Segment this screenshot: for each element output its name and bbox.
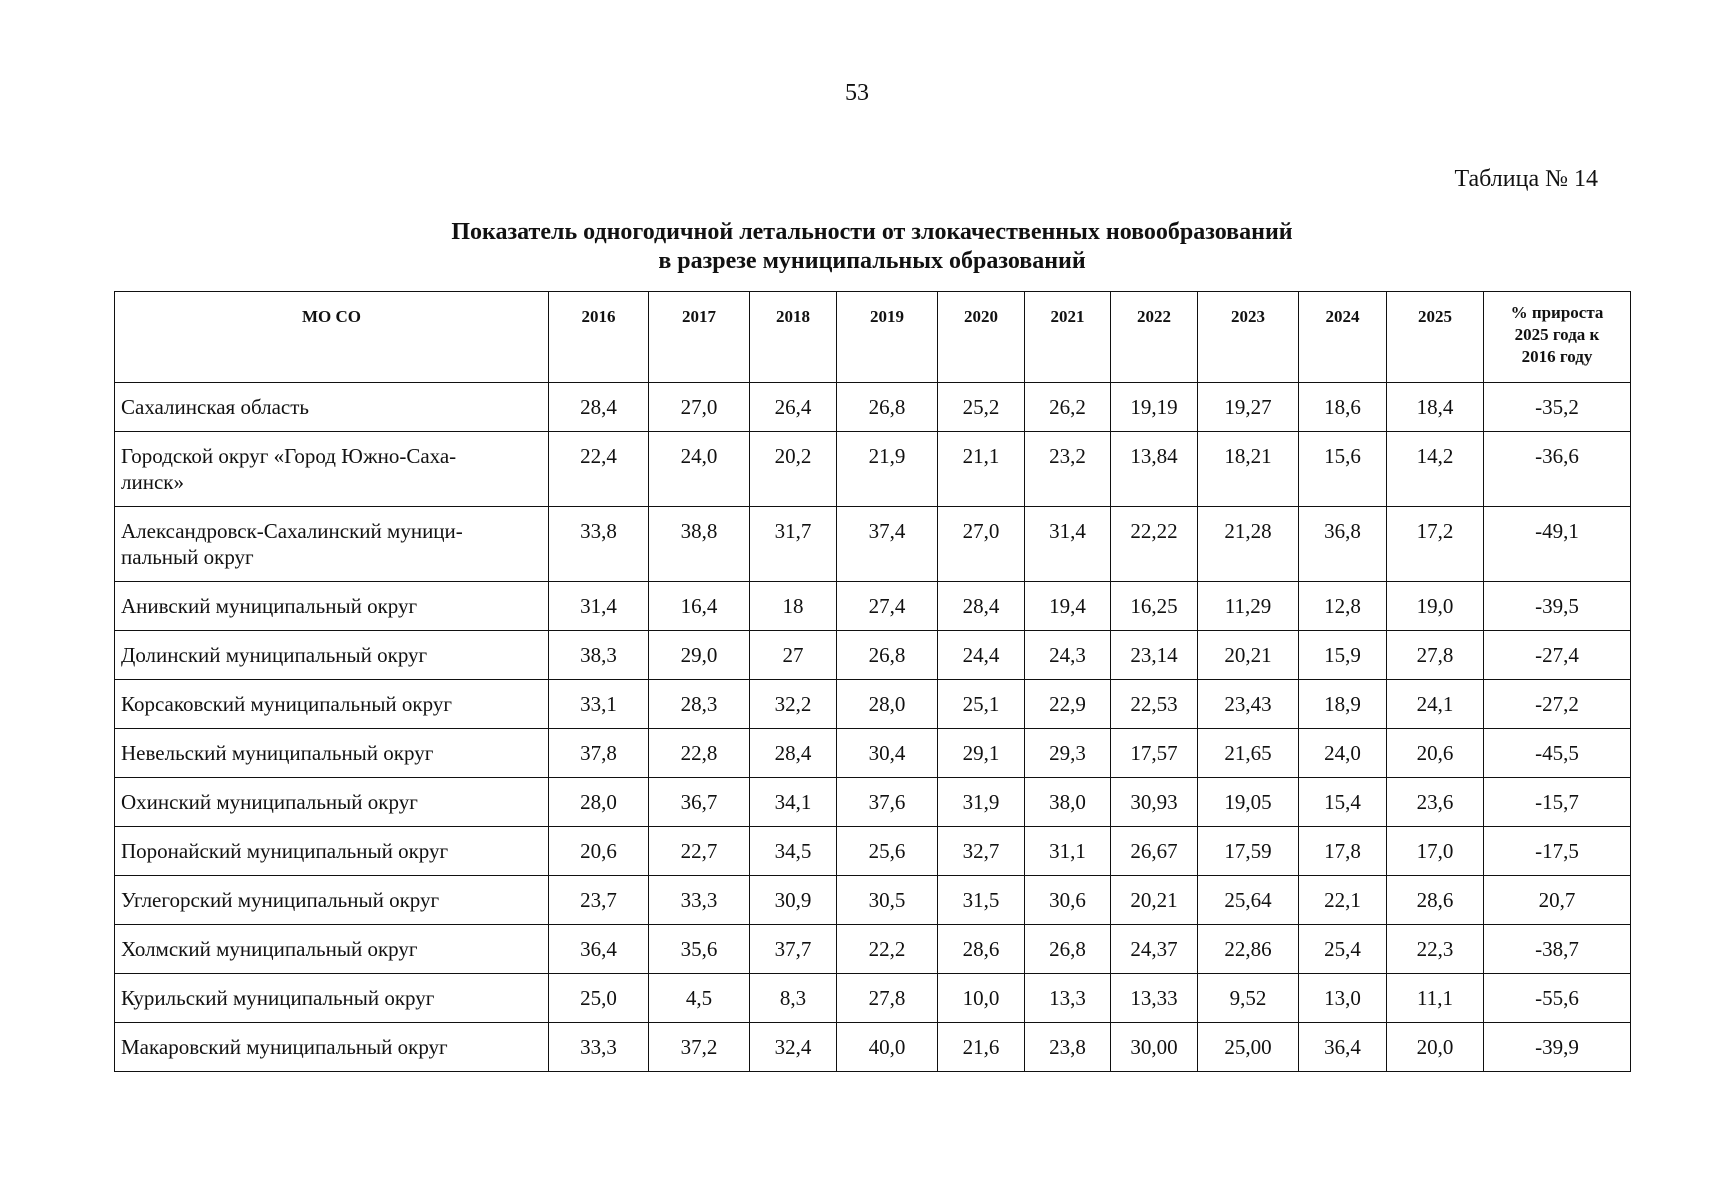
municipality-name xyxy=(115,778,549,827)
pct-growth-cell: -17,5 xyxy=(1484,827,1631,876)
value-cell: 15,6 xyxy=(1299,432,1387,507)
value-cell: 25,00 xyxy=(1198,1023,1299,1072)
value-cell: 25,4 xyxy=(1299,925,1387,974)
value-cell: 30,00 xyxy=(1111,1023,1198,1072)
header-2024: 2024 xyxy=(1299,292,1387,383)
table-row xyxy=(115,1023,1631,1072)
value-cell: 12,8 xyxy=(1299,582,1387,631)
municipality-name-line: пальный округ xyxy=(121,545,254,569)
municipality-name xyxy=(115,631,549,680)
value-cell: 23,7 xyxy=(549,876,649,925)
header-2019: 2019 xyxy=(837,292,938,383)
value-cell: 27,8 xyxy=(837,974,938,1023)
value-cell: 19,27 xyxy=(1198,383,1299,432)
table-row xyxy=(115,876,1631,925)
document-title-line-1: Показатель одногодичной летальности от злокачественных новообразований xyxy=(451,219,1293,245)
value-cell: 37,4 xyxy=(837,507,938,582)
table-row xyxy=(115,729,1631,778)
value-cell: 19,05 xyxy=(1198,778,1299,827)
municipality-name-line: линск» xyxy=(121,470,184,494)
value-cell: 25,64 xyxy=(1198,876,1299,925)
value-cell: 23,8 xyxy=(1025,1023,1111,1072)
header-mo-so: МО СО xyxy=(115,292,549,383)
value-cell: 17,59 xyxy=(1198,827,1299,876)
value-cell: 23,6 xyxy=(1387,778,1484,827)
value-cell: 30,5 xyxy=(837,876,938,925)
value-cell: 29,1 xyxy=(938,729,1025,778)
value-cell: 28,4 xyxy=(938,582,1025,631)
value-cell: 17,2 xyxy=(1387,507,1484,582)
value-cell: 38,0 xyxy=(1025,778,1111,827)
pct-growth-cell: -55,6 xyxy=(1484,974,1631,1023)
value-cell: 31,5 xyxy=(938,876,1025,925)
value-cell: 18,6 xyxy=(1299,383,1387,432)
municipality-name xyxy=(115,974,549,1023)
pct-growth-cell: -35,2 xyxy=(1484,383,1631,432)
value-cell: 30,9 xyxy=(750,876,837,925)
value-cell: 13,33 xyxy=(1111,974,1198,1023)
pct-growth-cell: -39,9 xyxy=(1484,1023,1631,1072)
value-cell: 20,2 xyxy=(750,432,837,507)
value-cell: 20,0 xyxy=(1387,1023,1484,1072)
municipality-name-line: Анивский муниципальный округ xyxy=(121,594,418,618)
municipality-name-line: Холмский муниципальный округ xyxy=(121,937,418,961)
table-row xyxy=(115,582,1631,631)
value-cell: 31,9 xyxy=(938,778,1025,827)
header-2021: 2021 xyxy=(1025,292,1111,383)
value-cell: 18,4 xyxy=(1387,383,1484,432)
value-cell: 22,86 xyxy=(1198,925,1299,974)
value-cell: 23,2 xyxy=(1025,432,1111,507)
value-cell: 17,0 xyxy=(1387,827,1484,876)
value-cell: 28,4 xyxy=(549,383,649,432)
value-cell: 32,2 xyxy=(750,680,837,729)
header-row xyxy=(115,292,1631,383)
value-cell: 22,4 xyxy=(549,432,649,507)
value-cell: 27,8 xyxy=(1387,631,1484,680)
municipality-name-line: Городской округ «Город Южно-Саха- xyxy=(121,444,457,468)
municipality-name-line: Охинский муниципальный округ xyxy=(121,790,418,814)
header-2018: 2018 xyxy=(750,292,837,383)
value-cell: 26,4 xyxy=(750,383,837,432)
municipality-name xyxy=(115,729,549,778)
value-cell: 10,0 xyxy=(938,974,1025,1023)
value-cell: 24,0 xyxy=(1299,729,1387,778)
value-cell: 27,4 xyxy=(837,582,938,631)
value-cell: 26,8 xyxy=(1025,925,1111,974)
value-cell: 37,8 xyxy=(549,729,649,778)
pct-growth-cell: -38,7 xyxy=(1484,925,1631,974)
value-cell: 24,4 xyxy=(938,631,1025,680)
value-cell: 22,8 xyxy=(649,729,750,778)
value-cell: 20,21 xyxy=(1198,631,1299,680)
value-cell: 31,4 xyxy=(1025,507,1111,582)
value-cell: 24,37 xyxy=(1111,925,1198,974)
document-title xyxy=(114,218,1630,276)
value-cell: 13,3 xyxy=(1025,974,1111,1023)
value-cell: 23,14 xyxy=(1111,631,1198,680)
value-cell: 31,4 xyxy=(549,582,649,631)
header-2020: 2020 xyxy=(938,292,1025,383)
value-cell: 30,93 xyxy=(1111,778,1198,827)
value-cell: 25,1 xyxy=(938,680,1025,729)
municipality-name xyxy=(115,432,549,507)
header-pct-line-3: 2016 году xyxy=(1521,347,1593,366)
municipality-name-line: Долинский муниципальный округ xyxy=(121,643,428,667)
value-cell: 14,2 xyxy=(1387,432,1484,507)
value-cell: 31,7 xyxy=(750,507,837,582)
value-cell: 28,3 xyxy=(649,680,750,729)
value-cell: 37,6 xyxy=(837,778,938,827)
value-cell: 21,6 xyxy=(938,1023,1025,1072)
header-2017: 2017 xyxy=(649,292,750,383)
value-cell: 18,21 xyxy=(1198,432,1299,507)
value-cell: 28,6 xyxy=(1387,876,1484,925)
value-cell: 19,19 xyxy=(1111,383,1198,432)
value-cell: 27 xyxy=(750,631,837,680)
municipality-name-line: Корсаковский муниципальный округ xyxy=(121,692,452,716)
table-row xyxy=(115,680,1631,729)
municipality-name xyxy=(115,582,549,631)
value-cell: 36,4 xyxy=(549,925,649,974)
value-cell: 22,3 xyxy=(1387,925,1484,974)
pct-growth-cell: -15,7 xyxy=(1484,778,1631,827)
value-cell: 21,9 xyxy=(837,432,938,507)
value-cell: 20,6 xyxy=(549,827,649,876)
value-cell: 26,8 xyxy=(837,631,938,680)
value-cell: 24,3 xyxy=(1025,631,1111,680)
value-cell: 17,57 xyxy=(1111,729,1198,778)
value-cell: 37,7 xyxy=(750,925,837,974)
table-row xyxy=(115,507,1631,582)
value-cell: 28,0 xyxy=(837,680,938,729)
value-cell: 18 xyxy=(750,582,837,631)
value-cell: 32,4 xyxy=(750,1023,837,1072)
value-cell: 22,7 xyxy=(649,827,750,876)
header-2016: 2016 xyxy=(549,292,649,383)
value-cell: 15,4 xyxy=(1299,778,1387,827)
value-cell: 35,6 xyxy=(649,925,750,974)
value-cell: 36,4 xyxy=(1299,1023,1387,1072)
table-row xyxy=(115,432,1631,507)
table-row xyxy=(115,827,1631,876)
value-cell: 26,2 xyxy=(1025,383,1111,432)
value-cell: 21,28 xyxy=(1198,507,1299,582)
value-cell: 40,0 xyxy=(837,1023,938,1072)
value-cell: 26,8 xyxy=(837,383,938,432)
municipality-name xyxy=(115,383,549,432)
value-cell: 22,9 xyxy=(1025,680,1111,729)
pct-growth-cell: -49,1 xyxy=(1484,507,1631,582)
value-cell: 33,3 xyxy=(649,876,750,925)
value-cell: 28,4 xyxy=(750,729,837,778)
header-pct-line-2: 2025 года к xyxy=(1514,325,1600,344)
value-cell: 16,25 xyxy=(1111,582,1198,631)
value-cell: 21,65 xyxy=(1198,729,1299,778)
value-cell: 27,0 xyxy=(938,507,1025,582)
value-cell: 22,53 xyxy=(1111,680,1198,729)
pct-growth-cell: -36,6 xyxy=(1484,432,1631,507)
value-cell: 38,8 xyxy=(649,507,750,582)
value-cell: 20,6 xyxy=(1387,729,1484,778)
municipality-name xyxy=(115,925,549,974)
pct-growth-cell: -45,5 xyxy=(1484,729,1631,778)
table-row xyxy=(115,383,1631,432)
municipality-name xyxy=(115,680,549,729)
value-cell: 33,1 xyxy=(549,680,649,729)
municipality-name-line: Поронайский муниципальный округ xyxy=(121,839,449,863)
pct-growth-cell: 20,7 xyxy=(1484,876,1631,925)
value-cell: 20,21 xyxy=(1111,876,1198,925)
value-cell: 34,5 xyxy=(750,827,837,876)
value-cell: 34,1 xyxy=(750,778,837,827)
value-cell: 9,52 xyxy=(1198,974,1299,1023)
value-cell: 24,1 xyxy=(1387,680,1484,729)
value-cell: 13,0 xyxy=(1299,974,1387,1023)
header-2022: 2022 xyxy=(1111,292,1198,383)
municipality-name xyxy=(115,876,549,925)
value-cell: 28,0 xyxy=(549,778,649,827)
value-cell: 22,1 xyxy=(1299,876,1387,925)
municipality-name-line: Сахалинская область xyxy=(121,395,309,419)
value-cell: 17,8 xyxy=(1299,827,1387,876)
value-cell: 38,3 xyxy=(549,631,649,680)
value-cell: 4,5 xyxy=(649,974,750,1023)
table-row xyxy=(115,631,1631,680)
value-cell: 27,0 xyxy=(649,383,750,432)
municipality-name-line: Александровск-Сахалинский муници- xyxy=(121,519,463,543)
value-cell: 30,6 xyxy=(1025,876,1111,925)
value-cell: 19,4 xyxy=(1025,582,1111,631)
pct-growth-cell: -39,5 xyxy=(1484,582,1631,631)
pct-growth-cell: -27,2 xyxy=(1484,680,1631,729)
value-cell: 15,9 xyxy=(1299,631,1387,680)
page-number: 53 xyxy=(845,80,869,106)
table-body xyxy=(115,383,1631,1072)
table-row xyxy=(115,778,1631,827)
value-cell: 37,2 xyxy=(649,1023,750,1072)
value-cell: 19,0 xyxy=(1387,582,1484,631)
value-cell: 18,9 xyxy=(1299,680,1387,729)
header-pct-line-1: % прироста xyxy=(1510,303,1604,322)
value-cell: 32,7 xyxy=(938,827,1025,876)
municipality-name xyxy=(115,827,549,876)
municipality-name-line: Курильский муниципальный округ xyxy=(121,986,435,1010)
value-cell: 13,84 xyxy=(1111,432,1198,507)
value-cell: 36,8 xyxy=(1299,507,1387,582)
value-cell: 29,0 xyxy=(649,631,750,680)
value-cell: 25,6 xyxy=(837,827,938,876)
value-cell: 28,6 xyxy=(938,925,1025,974)
header-2025: 2025 xyxy=(1387,292,1484,383)
value-cell: 22,2 xyxy=(837,925,938,974)
value-cell: 22,22 xyxy=(1111,507,1198,582)
municipality-name xyxy=(115,507,549,582)
table-label: Таблица № 14 xyxy=(1454,166,1598,192)
value-cell: 36,7 xyxy=(649,778,750,827)
value-cell: 25,0 xyxy=(549,974,649,1023)
value-cell: 11,1 xyxy=(1387,974,1484,1023)
document-title-line-2: в разрезе муниципальных образований xyxy=(658,248,1086,274)
header-pct-growth xyxy=(1484,292,1631,383)
lethality-table xyxy=(114,291,1631,1072)
value-cell: 11,29 xyxy=(1198,582,1299,631)
table-row xyxy=(115,925,1631,974)
value-cell: 8,3 xyxy=(750,974,837,1023)
table-row xyxy=(115,974,1631,1023)
pct-growth-cell: -27,4 xyxy=(1484,631,1631,680)
value-cell: 23,43 xyxy=(1198,680,1299,729)
value-cell: 33,3 xyxy=(549,1023,649,1072)
value-cell: 16,4 xyxy=(649,582,750,631)
municipality-name-line: Углегорский муниципальный округ xyxy=(121,888,440,912)
header-2023: 2023 xyxy=(1198,292,1299,383)
value-cell: 29,3 xyxy=(1025,729,1111,778)
municipality-name xyxy=(115,1023,549,1072)
municipality-name-line: Невельский муниципальный округ xyxy=(121,741,434,765)
value-cell: 24,0 xyxy=(649,432,750,507)
value-cell: 33,8 xyxy=(549,507,649,582)
value-cell: 25,2 xyxy=(938,383,1025,432)
value-cell: 31,1 xyxy=(1025,827,1111,876)
municipality-name-line: Макаровский муниципальный округ xyxy=(121,1035,448,1059)
value-cell: 26,67 xyxy=(1111,827,1198,876)
value-cell: 21,1 xyxy=(938,432,1025,507)
value-cell: 30,4 xyxy=(837,729,938,778)
